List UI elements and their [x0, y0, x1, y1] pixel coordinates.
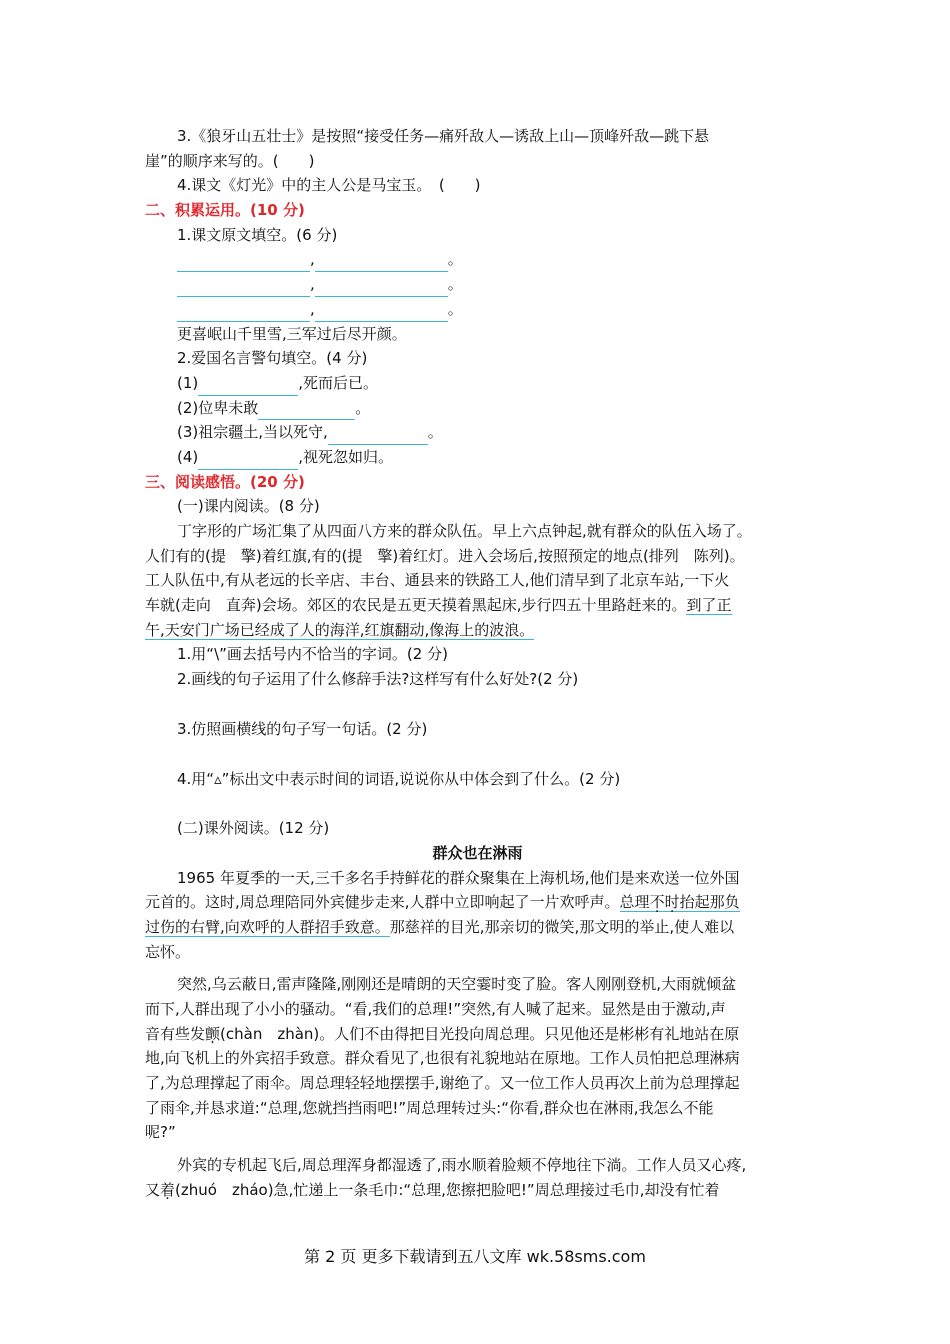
reading-q3: 3.仿照画横线的句子写一句话。(2 分) — [177, 719, 428, 738]
passage-line — [145, 618, 810, 643]
passage-line: 丁字形的广场汇集了从四面八方来的群众队伍。早上六点钟起,就有群众的队伍入场了。 — [177, 522, 752, 540]
page-content — [145, 124, 810, 1203]
text: 元首的。这时,周总理陪同外宾健步走来,人群中立即响起了一片欢呼声。 — [145, 893, 620, 912]
underlined-sentence: 过伤的右臂,向欢呼的人群招手致意。 — [145, 917, 390, 936]
passage-line — [145, 1022, 810, 1047]
passage-line: 了,为总理撑起了雨伞。周总理轻轻地摆摆手,谢绝了。又一位工作人员再次上前为总理撑起 — [145, 1074, 740, 1093]
text: 抬起那负 — [679, 893, 740, 912]
motto-2 — [145, 396, 810, 421]
text: 总理 — [619, 893, 650, 912]
passage-line: 地,向飞机上的外宾招手致意。群众看见了,也很有礼貌地站在原地。工作人员怕把总理淋病 — [145, 1049, 740, 1068]
passage-line: 突然,乌云蔽日,雷声隆隆,刚刚还是晴朗的天空霎时变了脸。客人刚刚登机,大雨就倾盆 — [177, 975, 737, 994]
question-3-line-1: 3.《狼牙山五壮士》是按照“接受任务—痛歼敌人—诱敌上山—顶峰歼敌—跳下悬 — [177, 127, 710, 145]
paragraph-gap — [145, 964, 810, 972]
text: 。 — [355, 398, 371, 417]
dotted-char: 颤 — [205, 1024, 221, 1043]
text: ,视死忽如归。 — [298, 447, 394, 466]
sub-section-2: (二)课外阅读。(12 分) — [177, 819, 330, 838]
comma: , — [310, 299, 315, 318]
label: (4) — [177, 447, 199, 466]
dotted-char: 不 — [649, 893, 665, 912]
underlined-sentence: 到了正 — [686, 596, 732, 615]
label: (2)位卑未敢 — [177, 398, 259, 417]
blank[interactable] — [198, 449, 298, 470]
period: 。 — [447, 299, 463, 318]
blank[interactable] — [315, 301, 448, 322]
passage-line — [145, 915, 810, 940]
blank[interactable] — [328, 424, 428, 445]
comma: , — [310, 250, 315, 269]
text: 那慈祥的目光,那亲切的微笑,那文明的举止,使人难以 — [389, 917, 735, 936]
fill-line-1 — [145, 247, 810, 272]
passage-line: 忘怀。 — [145, 942, 191, 961]
label: (1) — [177, 373, 199, 392]
answer-space[interactable] — [145, 742, 810, 767]
reading-q2: 2.画线的句子运用了什么修辞手法?这样写有什么好处?(2 分) — [177, 670, 579, 689]
blank[interactable] — [177, 276, 310, 297]
passage-line — [145, 1178, 810, 1203]
question-3-line-2: 崖”的顺序来写的。( ) — [145, 151, 315, 170]
blank[interactable] — [177, 251, 310, 272]
poem-last-line: 更喜岷山千里雪,三军过后尽开颜。 — [177, 324, 407, 343]
motto-3 — [145, 420, 810, 445]
passage-line: 1965 年夏季的一天,三千多名手持鲜花的群众聚集在上海机场,他们是来欢送一位外国 — [177, 868, 740, 887]
text: (chàn zhàn)。人们不由得把目光投向周总理。只见他还是彬彬有礼地站在原 — [220, 1024, 740, 1043]
label: (3)祖宗疆土,当以死守, — [177, 423, 328, 442]
passage-title: 群众也在淋雨 — [432, 843, 523, 862]
text: ,死而后已。 — [298, 373, 379, 392]
motto-1 — [145, 371, 810, 396]
blank[interactable] — [258, 399, 355, 420]
passage-line: 工人队伍中,有从老远的长辛店、丰台、通县来的铁路工人,他们清早到了北京车站,一下火 — [145, 571, 730, 590]
reading-q4: 4.用“▵”标出文中表示时间的词语,说说你从中体会到了什么。(2 分) — [177, 769, 621, 788]
blank[interactable] — [315, 276, 448, 297]
paragraph-gap — [145, 1145, 810, 1153]
fill-line-2 — [145, 272, 810, 297]
blank[interactable] — [177, 301, 310, 322]
text: 车就(走向 直奔)会场。郊区的农民是五更天摸着黑起床,步行四五十里路赶来的。 — [145, 596, 687, 615]
passage-line — [145, 890, 810, 915]
passage-line: 外宾的专机起飞后,周总理浑身都湿透了,雨水顺着脸颊不停地往下淌。工作人员又心疼, — [177, 1156, 747, 1175]
dotted-char: 着 — [160, 1180, 176, 1199]
sec2-q1: 1.课文原文填空。(6 分) — [177, 225, 338, 244]
underlined-sentence: 午,天安门广场已经成了人的海洋,红旗翻动,像海上的波浪。 — [145, 620, 535, 639]
page-footer: 第 2 页 更多下载请到五八文库 wk.58sms.com — [304, 1247, 646, 1266]
motto-4 — [145, 445, 810, 470]
text: 音有些发 — [145, 1024, 206, 1043]
passage-line — [145, 593, 810, 618]
dotted-char: 时 — [664, 893, 680, 912]
blank[interactable] — [315, 251, 448, 272]
period: 。 — [447, 275, 463, 294]
text: (zhuó zháo)急,忙递上一条毛巾:“总理,您擦把脸吧!”周总理接过毛巾,却没有忙着 — [175, 1180, 720, 1199]
section-2-heading: 二、积累运用。(10 分) — [145, 201, 305, 220]
comma: , — [310, 275, 315, 294]
underlined-sentence — [620, 893, 740, 912]
passage-line: 人们有的(提 擎)着红旗,有的(提 擎)着红灯。进入会场后,按照预定的地点(排列 陈列)。 — [145, 546, 745, 565]
text: 又 — [145, 1180, 161, 1199]
reading-q1: 1.用“\”画去括号内不恰当的字词。(2 分) — [177, 645, 448, 664]
passage-line: 了雨伞,并恳求道:“总理,您就挡挡雨吧!”周总理转过头:“你看,群众也在淋雨,我怎么不能 — [145, 1098, 714, 1117]
passage-line: 呢?” — [145, 1123, 176, 1142]
sec2-q2: 2.爱国名言警句填空。(4 分) — [177, 349, 368, 368]
passage-line: 而下,人群出现了小小的骚动。“看,我们的总理!”突然,有人喊了起来。显然是由于激动,声 — [145, 1000, 726, 1018]
section-3-heading: 三、阅读感悟。(20 分) — [145, 472, 305, 491]
text: 。 — [427, 423, 443, 442]
fill-line-3 — [145, 297, 810, 322]
period: 。 — [447, 250, 463, 269]
blank[interactable] — [198, 375, 298, 396]
sub-section-1: (一)课内阅读。(8 分) — [177, 497, 320, 516]
answer-space[interactable] — [145, 692, 810, 717]
answer-space[interactable] — [145, 791, 810, 816]
question-4: 4.课文《灯光》中的主人公是马宝玉。 ( ) — [177, 176, 481, 195]
